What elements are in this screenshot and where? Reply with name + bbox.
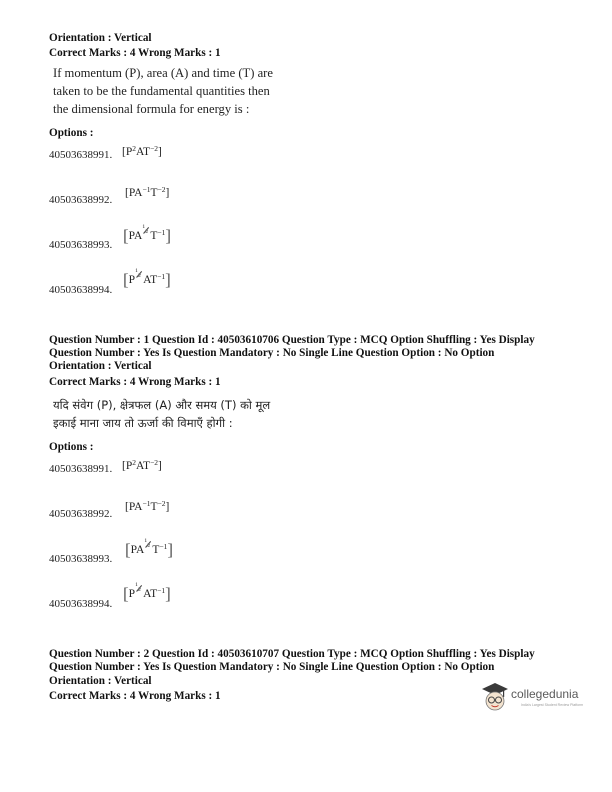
formula-base: T <box>150 230 158 242</box>
question-text-hindi-line-2: इकाई माना जाय तो ऊर्जा की विमाएँ होगी : <box>53 416 233 430</box>
option-formula-1-3[interactable] <box>123 226 171 246</box>
formula-exponent: −1 <box>142 499 151 508</box>
formula-exponent: −2 <box>150 144 159 153</box>
formula-close-bracket: ] <box>165 187 170 199</box>
formula-base: T <box>150 187 158 199</box>
right-bracket-icon: ] <box>165 584 171 603</box>
option-id-2-2[interactable]: 40503638992. <box>49 508 113 520</box>
options-label-2: Options : <box>49 441 94 453</box>
option-id-2-3[interactable]: 40503638993. <box>49 553 113 565</box>
marks-label-2: Correct Marks : 4 Wrong Marks : 1 <box>49 376 221 388</box>
marks-label-1: Correct Marks : 4 Wrong Marks : 1 <box>49 47 221 59</box>
marks-label-3: Correct Marks : 4 Wrong Marks : 1 <box>49 690 221 702</box>
fraction-numerator: 1 <box>135 268 138 274</box>
formula-exponent: −1 <box>157 586 166 595</box>
formula-exponent: −1 <box>159 542 168 551</box>
formula-close-bracket: ] <box>158 460 162 472</box>
logo-name: collegedunia <box>511 687 579 701</box>
formula-exponent: 2 <box>132 458 136 467</box>
option-formula-1-4[interactable] <box>123 270 171 290</box>
question-header-line-1-b: Question Number : 2 Question Id : 40503610707 Question Type : MCQ Option Shuffling : Yes Display <box>49 648 535 660</box>
option-formula-2-1[interactable] <box>122 458 162 472</box>
option-id-1-3[interactable]: 40503638993. <box>49 239 113 251</box>
formula-exponent: −1 <box>142 185 151 194</box>
option-id-2-4[interactable]: 40503638994. <box>49 598 113 610</box>
fraction-numerator: 1 <box>135 582 138 588</box>
option-formula-1-1[interactable] <box>122 144 162 158</box>
right-bracket-icon: ] <box>167 540 174 559</box>
right-bracket-icon: ] <box>165 270 171 289</box>
left-bracket-icon: [ <box>123 584 129 603</box>
orientation-label-3: Orientation : Vertical <box>49 675 152 687</box>
logo-tagline: India's Largest Student Review Platform <box>521 703 584 707</box>
half-fraction <box>144 540 152 549</box>
left-bracket-icon: [ <box>123 270 129 289</box>
formula-base: T <box>150 501 158 513</box>
question-header-line-2: Question Number : Yes Is Question Mandatory : No Single Line Question Option : No Option <box>49 347 495 359</box>
fraction-denominator: 2 <box>138 587 141 593</box>
right-bracket-icon: ] <box>165 226 172 245</box>
option-id-1-4[interactable]: 40503638994. <box>49 284 113 296</box>
formula-base: P <box>125 460 133 472</box>
fraction-denominator: 2 <box>145 229 149 235</box>
formula-base: PA <box>128 187 143 199</box>
option-id-1-2[interactable]: 40503638992. <box>49 194 113 206</box>
formula-exponent: −2 <box>150 458 159 467</box>
half-fraction <box>135 270 143 279</box>
formula-close-bracket: ] <box>158 146 162 158</box>
formula-base: P <box>125 146 133 158</box>
question-header-line-1: Question Number : 1 Question Id : 40503610706 Question Type : MCQ Option Shuffling : Yes Display <box>49 334 535 346</box>
formula-exponent: −2 <box>157 185 166 194</box>
half-fraction <box>142 226 150 235</box>
option-formula-1-2[interactable] <box>125 185 169 199</box>
formula-base: PA <box>128 230 143 242</box>
option-id-1-1[interactable]: 40503638991. <box>49 149 113 161</box>
question-text-line-1: If momentum (P), area (A) and time (T) are <box>53 66 273 80</box>
formula-base: AT <box>143 588 158 600</box>
option-formula-2-4[interactable] <box>123 584 171 604</box>
fraction-numerator: 1 <box>144 538 148 544</box>
formula-open-bracket: [ <box>125 501 129 513</box>
left-bracket-icon: [ <box>125 540 131 559</box>
formula-exponent: −2 <box>157 499 166 508</box>
formula-base: AT <box>136 146 151 158</box>
formula-open-bracket: [ <box>122 146 126 158</box>
question-header-line-2-b: Question Number : Yes Is Question Mandatory : No Single Line Question Option : No Option <box>49 661 495 673</box>
option-id-2-1[interactable]: 40503638991. <box>49 463 113 475</box>
formula-base: T <box>152 544 160 556</box>
question-text-line-3: the dimensional formula for energy is : <box>53 102 250 116</box>
formula-base: PA <box>130 544 145 556</box>
formula-base: PA <box>128 501 143 513</box>
formula-exponent: 2 <box>132 144 136 153</box>
student-mascot-icon <box>481 681 509 713</box>
fraction-denominator: 2 <box>147 543 151 549</box>
formula-base: P <box>128 588 136 600</box>
formula-base: P <box>128 274 136 286</box>
question-text-line-2: taken to be the fundamental quantities then <box>53 84 270 98</box>
orientation-label-1: Orientation : Vertical <box>49 32 152 44</box>
question-text-hindi-line-1: यदि संवेग (P), क्षेत्रफल (A) और समय (T) को मूल <box>53 398 271 412</box>
formula-close-bracket: ] <box>165 501 170 513</box>
options-label-1: Options : <box>49 127 94 139</box>
option-formula-2-3[interactable] <box>125 540 173 560</box>
formula-exponent: −1 <box>157 228 166 237</box>
orientation-label-2: Orientation : Vertical <box>49 360 152 372</box>
formula-open-bracket: [ <box>125 187 129 199</box>
formula-base: AT <box>136 460 151 472</box>
half-fraction <box>135 584 143 593</box>
formula-base: AT <box>143 274 158 286</box>
formula-exponent: −1 <box>157 272 166 281</box>
fraction-numerator: 1 <box>142 224 146 230</box>
fraction-denominator: 2 <box>138 273 141 279</box>
formula-open-bracket: [ <box>122 460 126 472</box>
left-bracket-icon: [ <box>123 226 129 245</box>
option-formula-2-2[interactable] <box>125 499 169 513</box>
